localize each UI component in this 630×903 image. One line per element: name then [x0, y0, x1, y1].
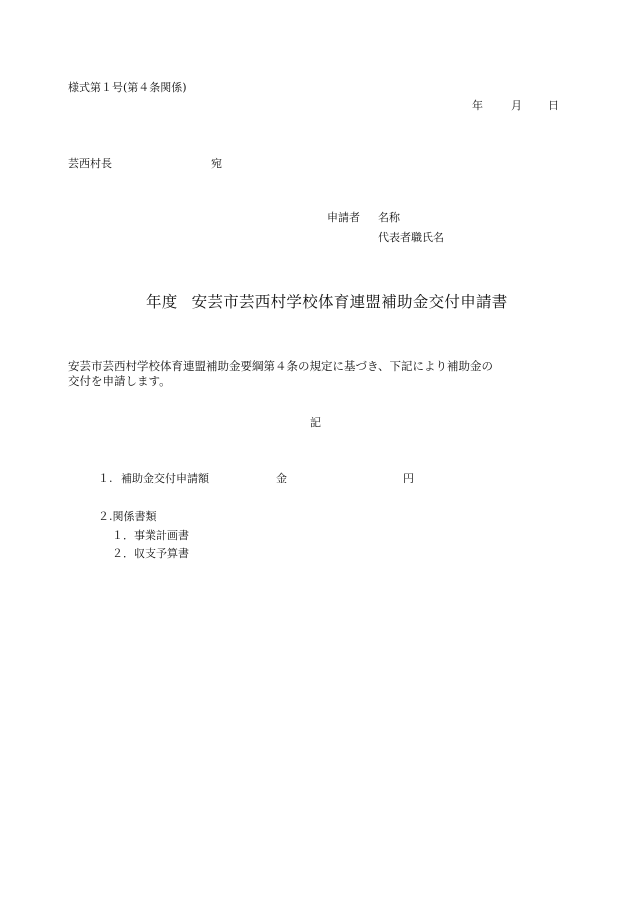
ki-heading: 記: [310, 416, 321, 429]
item1-number: １.: [98, 472, 113, 485]
body-paragraph: [68, 359, 568, 389]
item1-yen-label: 円: [403, 472, 414, 485]
addressee-name: 芸西村長: [68, 157, 112, 170]
date-day-label: 日: [548, 99, 559, 112]
addressee-suffix: 宛: [211, 157, 222, 170]
form-number-label: 様式第１号(第４条関係): [68, 81, 187, 94]
title-year-part: 年度: [146, 293, 178, 311]
date-year-label: 年: [472, 99, 483, 112]
date-month-label: 月: [511, 99, 522, 112]
item1-label: 補助金交付申請額: [121, 472, 209, 485]
applicant-representative-label: 代表者職氏名: [378, 231, 444, 244]
related-doc-2: ２．収支予算書: [112, 547, 189, 560]
item1-kin-label: 金: [276, 472, 287, 485]
body-line-2: 交付を申請します。: [68, 374, 171, 388]
related-doc-1: １．事業計画書: [112, 529, 189, 542]
applicant-name-label: 名称: [378, 211, 400, 224]
body-line-1: 安芸市芸西村学校体育連盟補助金要綱第４条の規定に基づき、下記により補助金の: [68, 359, 494, 373]
item2-label: ２.関係書類: [98, 510, 157, 523]
document-title: [146, 292, 508, 312]
applicant-label: 申請者: [327, 211, 360, 224]
title-main: 安芸市芸西村学校体育連盟補助金交付申請書: [191, 293, 508, 311]
